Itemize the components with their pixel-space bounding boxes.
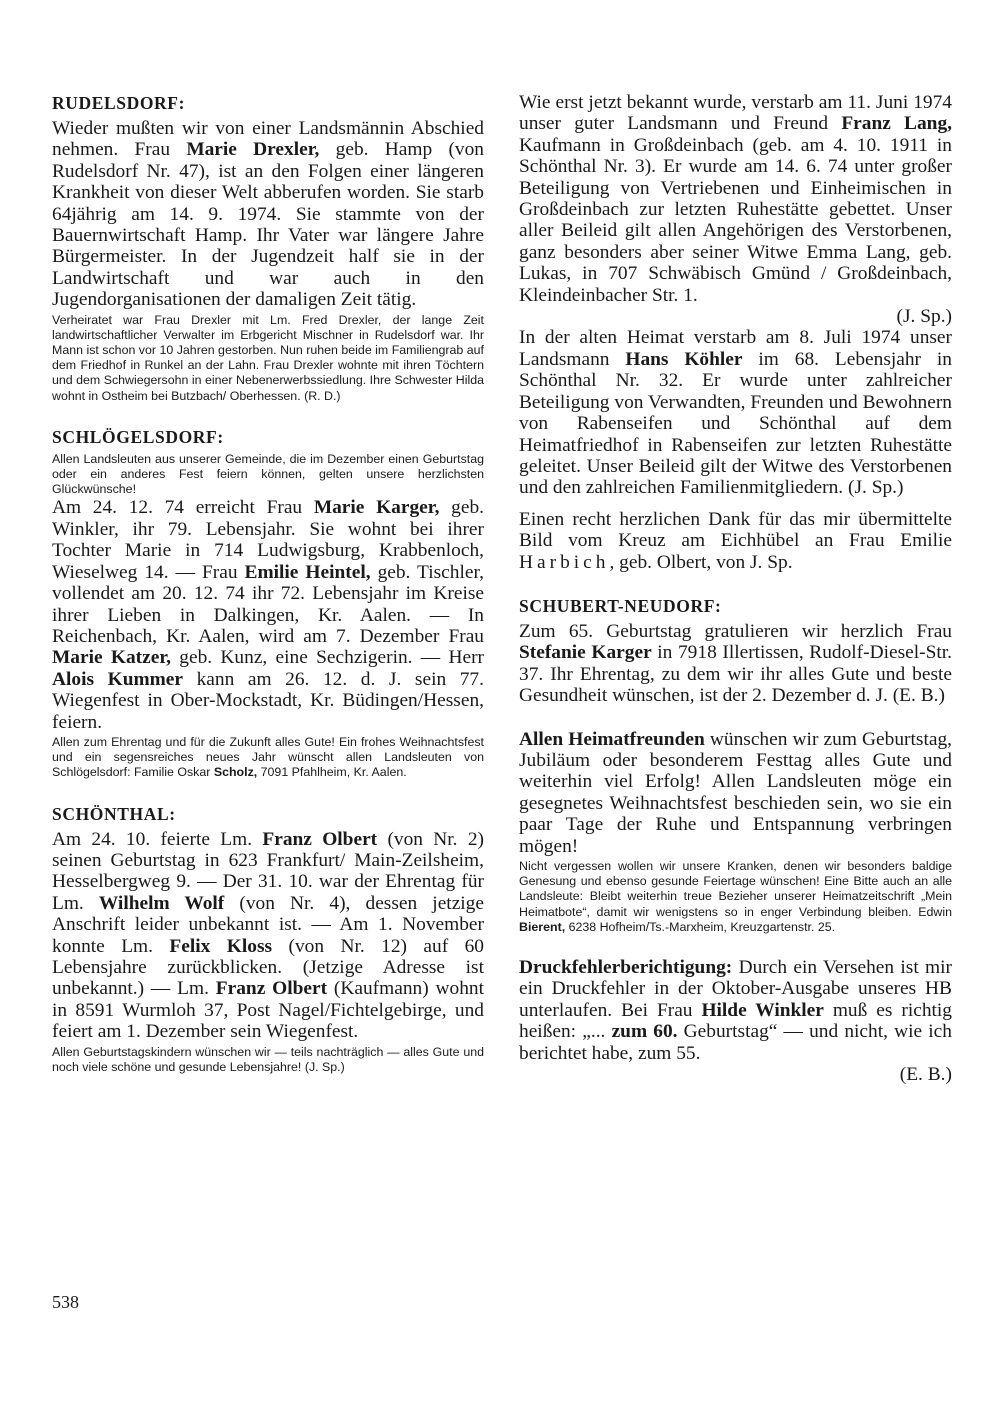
spacer — [519, 707, 952, 729]
right-column — [519, 92, 952, 1085]
text: Nicht vergessen wollen wir unsere Kranken, denen wir besonders baldige Genesung und ebenso gesunde Feiertage wünschen! Eine Bitte auch an alle Landsleute: Bleibt weiterhin treue Bezieher unserer Heimatzeitschrift „Mein Heimatbote“, damit wir wenigstens so in enger Verbindung bleiben. Edwin — [519, 859, 952, 919]
small-paragraph: Verheiratet war Frau Drexler mit Lm. Fred Drexler, der lange Zeit landwirtschaftlicher Verwalter im Erbgericht Mischner in Rudelsdorf war. Ihr Mann ist schon vor 10 Jahren gestorben. Nun ruhen beide im Familiengrab auf dem Friedhof in Runkel an der Lahn. Frau Drexler wohnte mit ihren Töchtern und dem Schwiegersohn in einer Nebenerwerbssiedlung. Ihre Schwester Hilda wohnt in Ostheim bei Butzbach/ Oberhessen. (R. D.) — [52, 312, 484, 403]
text: (Kaufmann) wohnt in 8591 Wurmloh 37, Post Nagel/Fichtelgebirge, und feiert am 1. Dezember sein Wiegenfest. — [52, 978, 484, 1043]
text: in 7918 Illertissen, Rudolf-Diesel-Str. 37. Ihr Ehrentag, zu dem wir ihr alles Gute und beste Gesundheit wünschen, ist der 2. Dezember d. J. (E. B.) — [519, 642, 953, 707]
text: Zum 65. Geburtstag gratulieren wir herzlich Frau — [519, 620, 952, 642]
text: Einen recht herzlichen Dank für das mir übermittelte Bild vom Kreuz am Eichhübel an Frau Emilie — [519, 508, 952, 552]
person-name: Marie Katzer, — [52, 647, 172, 669]
person-name: Marie Drexler, — [186, 139, 320, 161]
text: geb. Tischler, vollendet am 20. 12. 74 ihr 72. Lebensjahr im Kreise ihrer Lieben in Dalkingen, Kr. Aalen. — In Reichenbach, Kr. Aalen, wird am 7. Dezember Frau — [52, 561, 484, 647]
text: 6238 Hofheim/Ts.-Marxheim, Kreuzgartenstr. 25. — [565, 919, 836, 934]
obituary-paragraph — [519, 92, 952, 327]
person-name: Hilde Winkler — [701, 999, 824, 1021]
person-name: Alois Kummer — [52, 668, 183, 690]
text: geb. Hamp (von Rudelsdorf Nr. 47), ist an den Folgen einer längeren Krankheit von dieser Welt abberufen worden. Sie starb 64jährig am 14. 9. 1974. Sie stammte von der Bauernwirtschaft Hamp. Ihr Vater war längere Jahre Bürgermeister. In der Jugendzeit half sie in der Landwirtschaft und war auch in den Jugendorganisationen der damaligen Zeit tätig. — [52, 139, 484, 311]
text: kann am 26. 12. d. J. sein 77. Wiegenfest in Ober-Mockstadt, Kr. Büdingen/Hessen, feiern. — [52, 668, 484, 733]
text: Geburtstag“ — und nicht, wie ich berichtet habe, zum 55. — [519, 1021, 952, 1064]
text: geb. Winkler, ihr 79. Lebensjahr. Sie wohnt bei ihrer Tochter Marie in 714 Ludwigsburg, Krabbenloch, Wieselweg 14. — Frau — [52, 497, 484, 583]
small-paragraph — [519, 859, 952, 935]
text: geb. Kunz, eine Sechzigerin. — Herr — [171, 647, 484, 669]
person-name: Emilie Heintel, — [244, 561, 371, 583]
person-name: Marie Karger, — [313, 497, 440, 519]
person-name: Harbich — [519, 551, 610, 573]
spacer — [519, 935, 952, 957]
lead-in: Allen Heimatfreunden — [519, 728, 705, 750]
person-name: Scholz, — [213, 765, 258, 780]
lead-in: Druckfehlerberichtigung: — [519, 957, 733, 979]
person-name: Wilhelm Wolf — [98, 892, 225, 914]
text: (von Nr. 4), dessen jetzige Anschrift leider unbekannt ist. — Am 1. November konnte Lm. — [52, 892, 484, 957]
section-schloegelsdorf — [52, 426, 484, 781]
text: wünschen wir zum Geburtstag, Jubiläum oder besonderem Festtag alles Gute und weiterhin viel Erfolg! Allen Landsleuten möge ein gesegnetes Weihnachtsfest beschieden sein, wo sie ein paar Tage der Ruhe und Entspannung verbringen mögen! — [519, 728, 952, 857]
thanks-paragraph — [519, 509, 952, 573]
text: Allen zum Ehrentag und für die Zukunft alles Gute! Ein frohes Weihnachtsfest und ein segensreiches neues Jahr wünscht allen Landsleuten von Schlögelsdorf: Familie Oskar — [52, 734, 484, 780]
correction-paragraph — [519, 957, 952, 1085]
section-heading: SCHLÖGELSDORF: — [52, 426, 224, 447]
section-correction — [519, 957, 952, 1085]
left-column — [52, 92, 484, 1075]
text: (von Nr. 12) auf 60 Lebensjahre zurückblicken. (Jetzige Adresse ist unbekannt.) — Lm. — [52, 935, 484, 1000]
text: Wie erst jetzt bekannt wurde, verstarb am 11. Juni 1974 unser guter Landsmann und Freund — [519, 92, 952, 135]
small-paragraph: Allen Geburtstagskindern wünschen wir — teils nachträglich — alles Gute und noch viele schöne und gesunde Lebensjahre! (J. Sp.) — [52, 1044, 484, 1074]
text: Kaufmann in Großdeinbach (geb. am 4. 10. 1911 in Schönthal Nr. 3). Er wurde am 14. 6. 74 unter großer Beteiligung von Vertriebenen und Einheimischen in Großdeinbach zur letzten Ruhestätte gebettet. Unser aller Beileid gilt allen Angehörigen des Verstorbenen, ganz besonders aber seiner Witwe Emma Lang, geb. Lukas, in 707 Schwäbisch Gmünd / Großdeinbach, Kleindeinbacher Str. 1. — [519, 134, 952, 306]
text: In der alten Heimat verstarb am 8. Juli 1974 unser Landsmann — [519, 327, 952, 370]
section-heading: SCHÖNTHAL: — [52, 803, 176, 824]
small-paragraph — [52, 735, 484, 781]
section-rudelsdorf — [52, 92, 484, 404]
section-heading: RUDELSDORF: — [52, 93, 185, 113]
section-schoenthal-continued — [519, 92, 952, 573]
text: 7091 Pfahlheim, Kr. Aalen. — [257, 765, 407, 780]
emphasis: zum 60. — [611, 1021, 678, 1043]
text: (von Nr. 2) seinen Geburtstag in 623 Frankfurt/ Main-Zeilsheim, Hesselbergweg 9. — Der 31. 10. war der Ehrentag für Lm. — [52, 828, 484, 914]
person-name: Stefanie Karger — [519, 642, 652, 664]
text: Am 24. 10. feierte Lm. — [52, 828, 263, 850]
person-name: Franz Olbert — [262, 828, 378, 850]
spacer — [519, 573, 952, 595]
author-signature: (E. B.) — [899, 1064, 952, 1086]
section-schoenthal — [52, 803, 484, 1075]
spacer — [52, 404, 484, 426]
birthday-paragraph — [52, 829, 484, 1043]
obituary-paragraph — [519, 327, 952, 498]
obituary-paragraph — [52, 118, 484, 311]
greetings-paragraph — [519, 729, 952, 857]
person-name: Franz Lang, — [841, 113, 952, 135]
text: Am 24. 12. 74 erreicht Frau — [52, 497, 314, 519]
text: muß es richtig heißen: „... — [519, 999, 952, 1043]
text: Durch ein Versehen ist mir ein Druckfehler in der Oktober-Ausgabe unseres HB unterlaufen. Bei Frau — [519, 957, 952, 1021]
section-heading: SCHUBERT-NEUDORF: — [519, 595, 722, 616]
birthday-paragraph — [519, 621, 952, 707]
birthday-paragraph — [52, 497, 484, 732]
section-greetings — [519, 729, 952, 935]
section-schubert-neudorf — [519, 595, 952, 707]
small-paragraph: Allen Landsleuten aus unserer Gemeinde, die im Dezember einen Geburtstag oder ein anderes Fest feiern können, gelten unsere herzlichsten Glückwünsche! — [52, 451, 484, 497]
person-name: Felix Kloss — [169, 935, 273, 957]
author-signature: (J. Sp.) — [896, 306, 952, 328]
text: , geb. Olbert, von J. Sp. — [609, 551, 793, 573]
text: Wieder mußten wir von einer Landsmännin Abschied nehmen. Frau — [52, 118, 484, 161]
person-name: Bierent, — [519, 919, 566, 934]
person-name: Hans Köhler — [625, 348, 743, 370]
text: im 68. Lebensjahr in Schönthal Nr. 32. Er wurde unter zahlreicher Beteiligung von Verwandten, Freunden und Bewohnern von Rabenseifen und Schönthal auf dem Heimatfriedhof in Rabenseifen zur letzten Ruhestätte geleitet. Unser Beileid gilt der Witwe des Verstorbenen und den zahlreichen Familienmitgliedern. (J. Sp.) — [519, 348, 952, 499]
person-name: Franz Olbert — [215, 978, 328, 1000]
spacer — [52, 781, 484, 803]
spacer — [519, 499, 952, 509]
page-number: 538 — [52, 1292, 79, 1312]
